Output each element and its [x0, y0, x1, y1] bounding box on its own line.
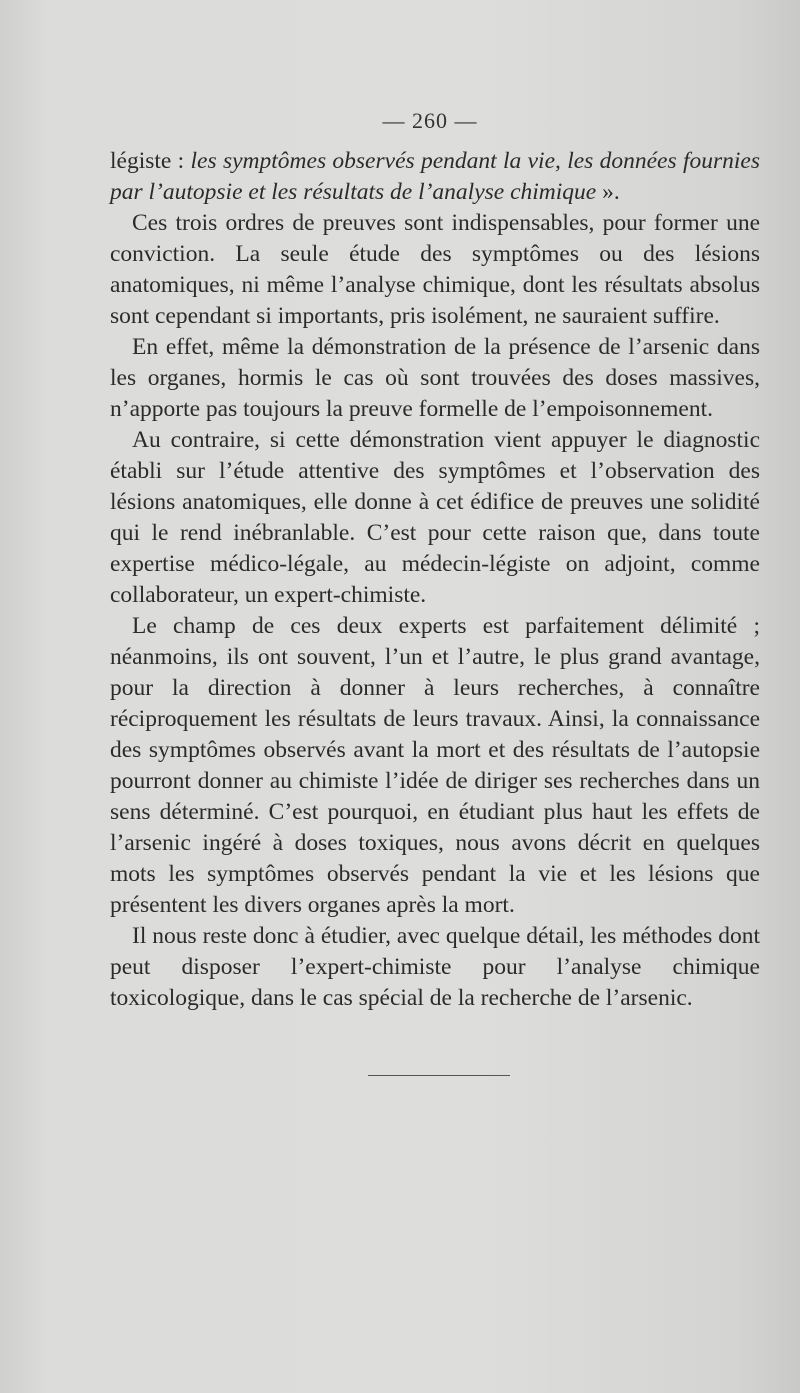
paragraph-5: Le champ de ces deux experts est parfaitement délimité ; néanmoins, ils ont souvent, l’un et l’autre, le plus grand avantage, pour la direction à donner à leurs recherches, à connaître réciproquement les résultats de leurs travaux. Ainsi, la connaissance des symptômes observés avant la mort et des résultats de l’autopsie pourront donner au chimiste l’idée de diriger ses recherches dans un sens déterminé. C’est pourquoi, en étudiant plus haut les effets de l’arsenic ingéré à doses toxiques, nous avons décrit en quelques mots les symptômes observés pendant la vie et les lésions que présentent les divers organes après la mort.: [110, 613, 760, 918]
paragraph-1-tail: ».: [596, 179, 620, 205]
paragraph-1-italic-quote: les symptômes observés pendant la vie, les données fournies par l’autopsie et les résultats de l’analyse chimique: [110, 148, 760, 205]
paragraph-2: Ces trois ordres de preuves sont indispensables, pour former une conviction. La seule étude des symptômes ou des lésions anatomiques, ni même l’analyse chimique, dont les résultats absolus sont cependant si importants, pris isolément, ne sauraient suffire.: [110, 210, 760, 329]
end-rule: [368, 1075, 510, 1076]
paragraph-3: En effet, même la démonstration de la présence de l’arsenic dans les organes, hormis le cas où sont trouvées des doses massives, n’apporte pas toujours la preuve formelle de l’empoisonnement.: [110, 334, 760, 422]
paragraph-6: Il nous reste donc à étudier, avec quelque détail, les méthodes dont peut disposer l’expert-chimiste pour l’analyse chimique toxicologique, dans le cas spécial de la recherche de l’arsenic.: [110, 923, 760, 1011]
page-number: — 260 —: [382, 108, 478, 133]
body-text: [110, 146, 760, 1014]
paragraph-1: [110, 146, 760, 208]
paragraph-4: Au contraire, si cette démonstration vient appuyer le diagnostic établi sur l’étude attentive des symptômes et l’observation des lésions anatomiques, elle donne à cet édifice de preuves une solidité qui le rend inébranlable. C’est pour cette raison que, dans toute expertise médico-légale, au médecin-légiste on adjoint, comme collaborateur, un expert-chimiste.: [110, 427, 760, 608]
paragraph-1-lead: légiste :: [110, 148, 191, 174]
